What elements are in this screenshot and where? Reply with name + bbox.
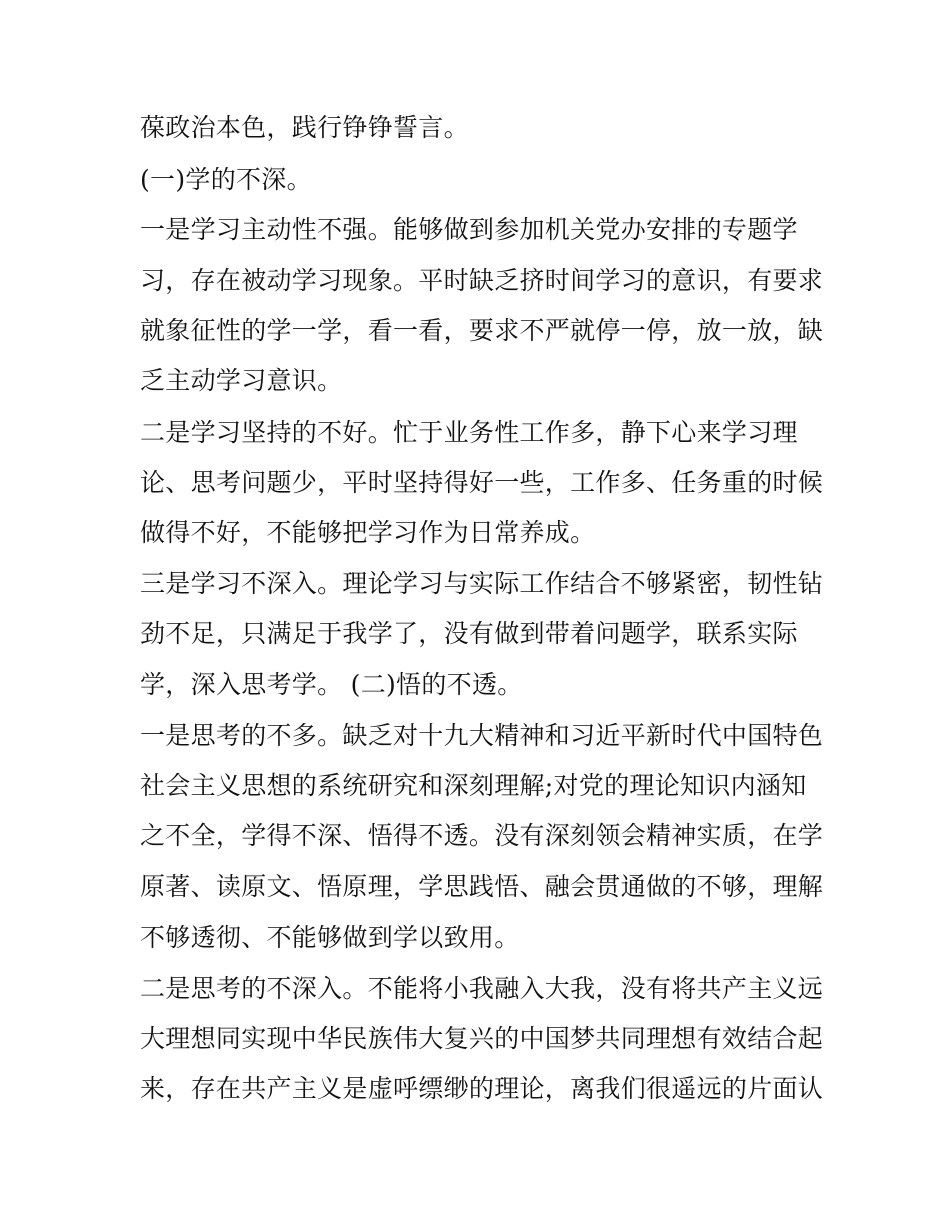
text-line: 学，深入思考学。 (二)悟的不透。 xyxy=(140,670,523,699)
text-line: 二是思考的不深入。不能将小我融入大我，没有将共产主义远 xyxy=(140,974,824,1003)
text-line: 社会主义思想的系统研究和深刻理解;对党的理论知识内涵知 xyxy=(140,771,807,800)
text-line: 乏主动学习意识。 xyxy=(140,366,343,395)
text-line: 大理想同实现中华民族伟大复兴的中国梦共同理想有效结合起 xyxy=(140,1024,824,1053)
text-line: 论、思考问题少，平时坚持得好一些，工作多、任务重的时候 xyxy=(140,468,824,497)
text-line: 做得不好，不能够把学习作为日常养成。 xyxy=(140,518,596,547)
text-line: 一是思考的不多。缺乏对十九大精神和习近平新时代中国特色 xyxy=(140,721,824,750)
text-line: 一是学习主动性不强。能够做到参加机关党办安排的专题学 xyxy=(140,215,798,244)
text-line: 来，存在共产主义是虚呼缥缈的理论，离我们很遥远的片面认 xyxy=(140,1074,824,1103)
section-heading: (一)学的不深。 xyxy=(140,165,312,194)
text-line: 三是学习不深入。理论学习与实际工作结合不够紧密，韧性钻 xyxy=(140,569,824,598)
text-line: 原著、读原文、悟原理，学思践悟、融会贯通做的不够，理解 xyxy=(140,872,824,901)
text-line: 葆政治本色，践行铮铮誓言。 xyxy=(140,113,469,142)
text-line: 二是学习坚持的不好。忙于业务性工作多，静下心来学习理 xyxy=(140,418,798,447)
text-line: 习，存在被动学习现象。平时缺乏挤时间学习的意识，有要求 xyxy=(140,266,824,295)
text-line: 就象征性的学一学，看一看，要求不严就停一停，放一放，缺 xyxy=(140,316,824,345)
text-line: 劲不足，只满足于我学了，没有做到带着问题学，联系实际 xyxy=(140,619,798,648)
text-line: 不够透彻、不能够做到学以致用。 xyxy=(140,923,520,952)
text-line: 之不全，学得不深、悟得不透。没有深刻领会精神实质，在学 xyxy=(140,821,824,850)
